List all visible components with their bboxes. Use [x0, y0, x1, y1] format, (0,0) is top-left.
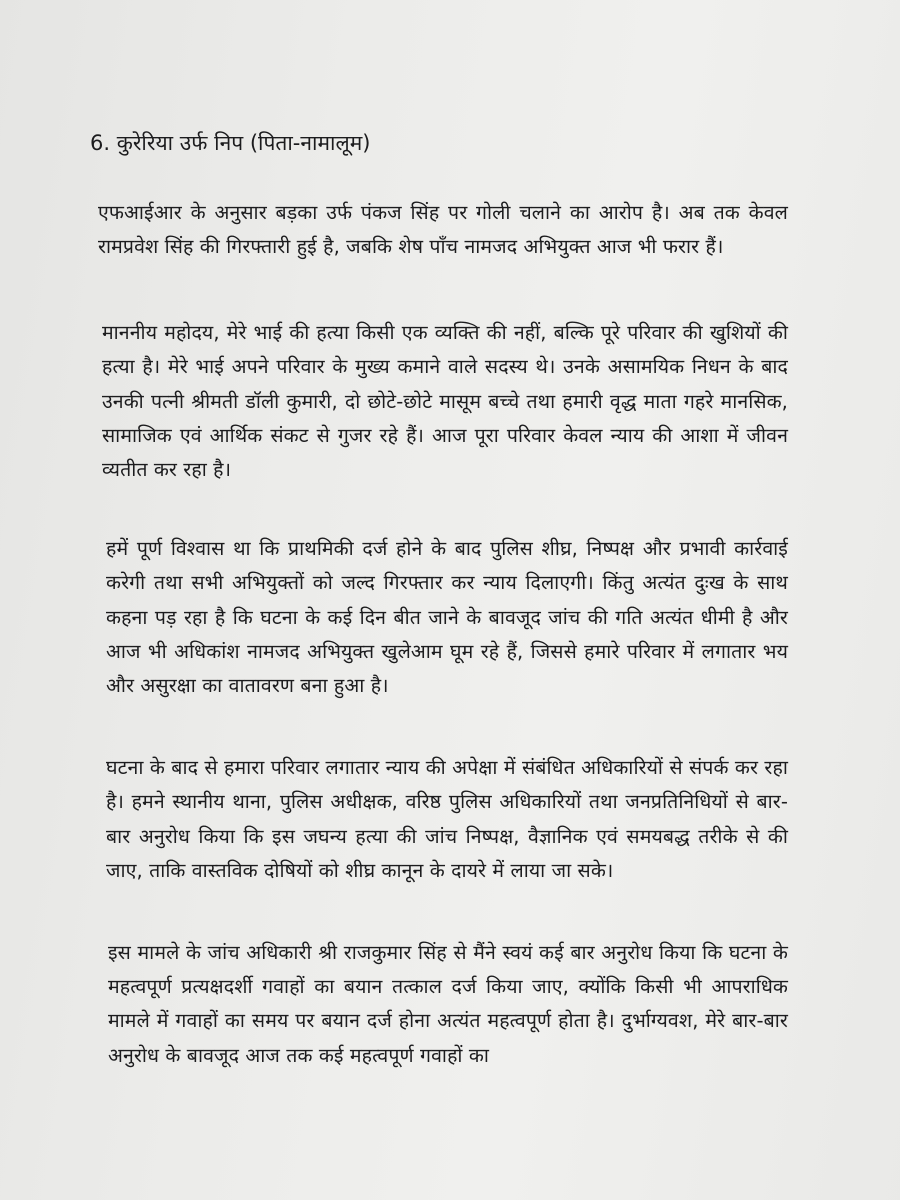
- section-heading: 6. कुरेरिया उर्फ निप (पिता-नामालूम): [90, 131, 371, 155]
- paragraph-contacts-with-authorities: घटना के बाद से हमारा परिवार लगातार न्याय की अपेक्षा में संबंधित अधिकारियों से संपर्क कर रहा है। हमने स्थानीय थाना, पुलिस अधीक्षक, वरिष्ठ पुलिस अधिकारियों तथा जनप्रतिनिधियों से बार-बार अनुरोध किया कि इस जघन्य हत्या की जांच निष्पक्ष, वैज्ञानिक एवं समयबद्ध तरीके से की जाए, ताकि वास्तविक दोषियों को शीघ्र कानून के दायरे में लाया जा सके।: [106, 755, 788, 883]
- paragraph-fir-details: एफआईआर के अनुसार बड़का उर्फ पंकज सिंह पर गोली चलाने का आरोप है। अब तक केवल रामप्रवेश सिंह की गिरफ्तारी हुई है, जबकि शेष पाँच नामजद अभियुक्त आज भी फरार हैं।: [98, 201, 788, 259]
- document-body: [90, 120, 792, 1073]
- paragraph-family-impact: माननीय महोदय, मेरे भाई की हत्या किसी एक व्यक्ति की नहीं, बल्कि पूरे परिवार की खुशियों की हत्या है। मेरे भाई अपने परिवार के मुख्य कमाने वाले सदस्य थे। उनके असामयिक निधन के बाद उनकी पत्नी श्रीमती डॉली कुमारी, दो छोटे-छोटे मासूम बच्चे तथा हमारी वृद्ध माता गहरे मानसिक, सामाजिक एवं आर्थिक संकट से गुजर रहे हैं। आज पूरा परिवार केवल न्याय की आशा में जीवन व्यतीत कर रहा है।: [102, 320, 788, 482]
- paragraph-police-inaction: हमें पूर्ण विश्वास था कि प्राथमिकी दर्ज होने के बाद पुलिस शीघ्र, निष्पक्ष और प्रभावी कार्रवाई करेगी तथा सभी अभियुक्तों को जल्द गिरफ्तार कर न्याय दिलाएगी। किंतु अत्यंत दुःख के साथ कहना पड़ रहा है कि घटना के कई दिन बीत जाने के बावजूद जांच की गति अत्यंत धीमी है और आज भी अधिकांश नामजद अभियुक्त खुलेआम घूम रहे हैं, जिससे हमारे परिवार में लगातार भय और असुरक्षा का वातावरण बना हुआ है।: [106, 536, 788, 698]
- paragraph-investigating-officer: इस मामले के जांच अधिकारी श्री राजकुमार सिंह से मैंने स्वयं कई बार अनुरोध किया कि घटना के महत्वपूर्ण प्रत्यक्षदर्शी गवाहों का बयान तत्काल दर्ज किया जाए, क्योंकि किसी भी आपराधिक मामले में गवाहों का समय पर बयान दर्ज होना अत्यंत महत्वपूर्ण होता है। दुर्भाग्यवश, मेरे बार-बार अनुरोध के बावजूद आज तक कई महत्वपूर्ण गवाहों का: [108, 940, 788, 1067]
